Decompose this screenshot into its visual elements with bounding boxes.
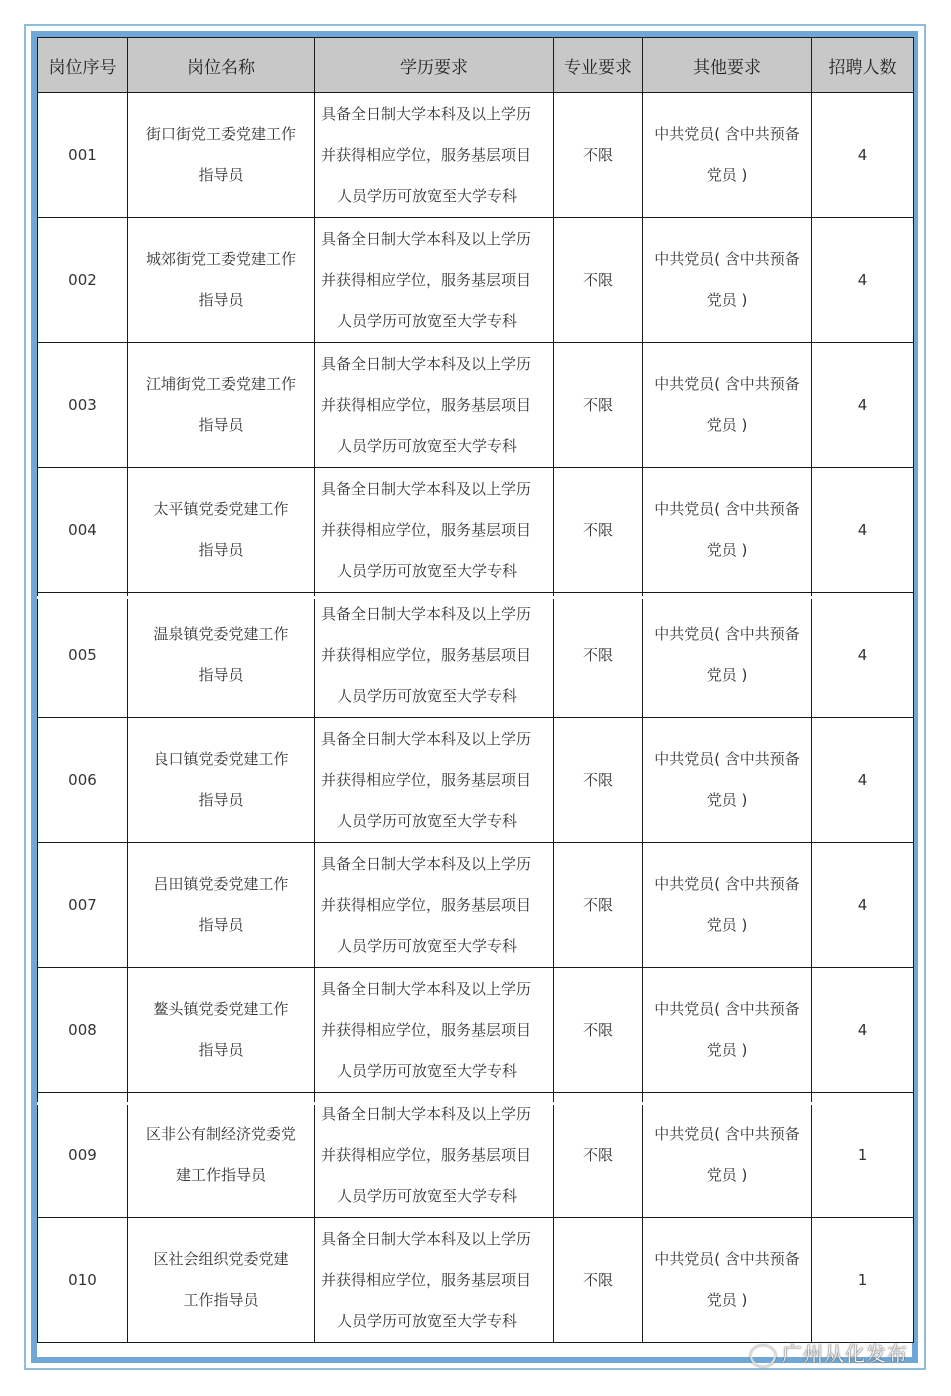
- header-count: 招聘人数: [812, 38, 914, 93]
- table-row: [38, 843, 914, 968]
- name-l1-text: 江埔街党工委党建工作: [145, 375, 296, 393]
- edu-l1-text: 具备全日制大学本科及以上学历: [321, 479, 532, 498]
- count-text: 4: [857, 520, 868, 539]
- count-text: 1: [857, 1145, 868, 1164]
- name-l1-text: 温泉镇党委党建工作: [153, 625, 289, 643]
- table-row: [38, 718, 914, 843]
- table-row: [38, 93, 914, 218]
- other-l1-text: 中共党员( 含中共预备: [654, 875, 800, 893]
- post-name: [128, 843, 315, 968]
- major-text: 不限: [582, 270, 613, 289]
- hire-count: [812, 1218, 914, 1343]
- post-id: [38, 1218, 128, 1343]
- edu-l1-text: 具备全日制大学本科及以上学历: [321, 729, 532, 748]
- hire-count: [812, 593, 914, 718]
- other-l2-text: 党员 ): [706, 1166, 748, 1184]
- education-requirement: [315, 218, 554, 343]
- name-l2-text: 指导员: [198, 416, 244, 434]
- major-text: 不限: [582, 895, 613, 914]
- major-requirement: [554, 843, 643, 968]
- education-requirement: [315, 593, 554, 718]
- education-requirement: [315, 843, 554, 968]
- watermark: [750, 1338, 908, 1367]
- table-row: [38, 593, 914, 718]
- other-l2-text: 党员 ): [706, 1041, 748, 1059]
- post-id: [38, 843, 128, 968]
- name-l2-text: 建工作指导员: [175, 1166, 266, 1184]
- post-id: [38, 468, 128, 593]
- edu-l3-text: 人员学历可放宽至大学专科: [337, 311, 518, 330]
- header-row: [38, 38, 914, 93]
- post-name: [128, 593, 315, 718]
- other-l1-text: 中共党员( 含中共预备: [654, 1250, 800, 1268]
- name-l1-text: 太平镇党委党建工作: [153, 500, 289, 518]
- table-row: [38, 1093, 914, 1218]
- edu-l3-text: 人员学历可放宽至大学专科: [337, 436, 518, 455]
- name-l1-text: 城郊街党工委党建工作: [145, 250, 296, 268]
- edu-l1-text: 具备全日制大学本科及以上学历: [321, 604, 532, 623]
- other-l1-text: 中共党员( 含中共预备: [654, 250, 800, 268]
- table-row: [38, 1218, 914, 1343]
- other-requirement: [643, 718, 812, 843]
- hire-count: [812, 218, 914, 343]
- edu-l2-text: 并获得相应学位，服务基层项目: [321, 520, 532, 539]
- table-row: [38, 968, 914, 1093]
- major-requirement: [554, 718, 643, 843]
- hire-count: [812, 93, 914, 218]
- post-id: [38, 343, 128, 468]
- edu-l2-text: 并获得相应学位，服务基层项目: [321, 1145, 532, 1164]
- education-requirement: [315, 468, 554, 593]
- post-name: [128, 468, 315, 593]
- other-l2-text: 党员 ): [706, 541, 748, 559]
- other-requirement: [643, 1218, 812, 1343]
- other-l1-text: 中共党员( 含中共预备: [654, 1125, 800, 1143]
- edu-l2-text: 并获得相应学位，服务基层项目: [321, 1020, 532, 1039]
- post-id: [38, 968, 128, 1093]
- major-requirement: [554, 968, 643, 1093]
- hire-count: [812, 718, 914, 843]
- major-text: 不限: [582, 645, 613, 664]
- name-l1-text: 区非公有制经济党委党: [145, 1125, 296, 1143]
- edu-l3-text: 人员学历可放宽至大学专科: [337, 936, 518, 955]
- other-l1-text: 中共党员( 含中共预备: [654, 1000, 800, 1018]
- other-l1-text: 中共党员( 含中共预备: [654, 125, 800, 143]
- table-row: [38, 218, 914, 343]
- other-l2-text: 党员 ): [706, 666, 748, 684]
- name-l2-text: 指导员: [198, 791, 244, 809]
- table-row: [38, 468, 914, 593]
- name-l2-text: 指导员: [198, 666, 244, 684]
- other-l1-text: 中共党员( 含中共预备: [654, 750, 800, 768]
- edu-l1-text: 具备全日制大学本科及以上学历: [321, 1229, 532, 1248]
- other-l2-text: 党员 ): [706, 1291, 748, 1309]
- major-text: 不限: [582, 395, 613, 414]
- id-text: 004: [68, 520, 97, 539]
- other-l2-text: 党员 ): [706, 166, 748, 184]
- other-requirement: [643, 1093, 812, 1218]
- name-l1-text: 区社会组织党委党建: [153, 1250, 289, 1268]
- name-l1-text: 吕田镇党委党建工作: [153, 875, 289, 893]
- education-requirement: [315, 968, 554, 1093]
- other-l2-text: 党员 ): [706, 916, 748, 934]
- edu-l3-text: 人员学历可放宽至大学专科: [337, 561, 518, 580]
- education-requirement: [315, 93, 554, 218]
- count-text: 4: [857, 395, 868, 414]
- wechat-icon: [750, 1345, 776, 1367]
- other-requirement: [643, 968, 812, 1093]
- major-requirement: [554, 343, 643, 468]
- post-id: [38, 218, 128, 343]
- id-text: 008: [68, 1020, 97, 1039]
- edu-l3-text: 人员学历可放宽至大学专科: [337, 186, 518, 205]
- post-name: [128, 968, 315, 1093]
- edu-l1-text: 具备全日制大学本科及以上学历: [321, 1104, 532, 1123]
- table-row: [38, 343, 914, 468]
- name-l1-text: 鳌头镇党委党建工作: [153, 1000, 289, 1018]
- name-l2-text: 指导员: [198, 166, 244, 184]
- post-name: [128, 1218, 315, 1343]
- major-requirement: [554, 1218, 643, 1343]
- edu-l1-text: 具备全日制大学本科及以上学历: [321, 104, 532, 123]
- header-other: 其他要求: [643, 38, 812, 93]
- count-text: 4: [857, 1020, 868, 1039]
- watermark-text: 广州从化发布: [782, 1342, 908, 1366]
- other-l1-text: 中共党员( 含中共预备: [654, 625, 800, 643]
- hire-count: [812, 468, 914, 593]
- id-text: 002: [68, 270, 97, 289]
- name-l1-text: 街口街党工委党建工作: [145, 125, 296, 143]
- hire-count: [812, 343, 914, 468]
- group-separator: [37, 596, 913, 599]
- post-name: [128, 1093, 315, 1218]
- other-l1-text: 中共党员( 含中共预备: [654, 500, 800, 518]
- major-requirement: [554, 93, 643, 218]
- major-text: 不限: [582, 145, 613, 164]
- group-separator: [37, 1102, 913, 1105]
- count-text: 4: [857, 145, 868, 164]
- count-text: 4: [857, 270, 868, 289]
- education-requirement: [315, 1218, 554, 1343]
- name-l2-text: 指导员: [198, 541, 244, 559]
- other-requirement: [643, 343, 812, 468]
- header-post-name: 岗位名称: [128, 38, 315, 93]
- id-text: 007: [68, 895, 97, 914]
- major-requirement: [554, 468, 643, 593]
- id-text: 006: [68, 770, 97, 789]
- post-name: [128, 218, 315, 343]
- post-id: [38, 1093, 128, 1218]
- name-l2-text: 指导员: [198, 916, 244, 934]
- hire-count: [812, 843, 914, 968]
- edu-l1-text: 具备全日制大学本科及以上学历: [321, 854, 532, 873]
- edu-l2-text: 并获得相应学位，服务基层项目: [321, 145, 532, 164]
- other-l2-text: 党员 ): [706, 416, 748, 434]
- name-l1-text: 良口镇党委党建工作: [153, 750, 289, 768]
- education-requirement: [315, 343, 554, 468]
- edu-l3-text: 人员学历可放宽至大学专科: [337, 1186, 518, 1205]
- major-requirement: [554, 1093, 643, 1218]
- other-requirement: [643, 468, 812, 593]
- count-text: 4: [857, 645, 868, 664]
- id-text: 005: [68, 645, 97, 664]
- hire-count: [812, 1093, 914, 1218]
- edu-l1-text: 具备全日制大学本科及以上学历: [321, 229, 532, 248]
- post-id: [38, 593, 128, 718]
- hire-count: [812, 968, 914, 1093]
- major-requirement: [554, 593, 643, 718]
- other-requirement: [643, 93, 812, 218]
- id-text: 003: [68, 395, 97, 414]
- id-text: 009: [68, 1145, 97, 1164]
- post-name: [128, 343, 315, 468]
- recruitment-table: [37, 37, 914, 1343]
- name-l2-text: 指导员: [198, 291, 244, 309]
- major-text: 不限: [582, 1145, 613, 1164]
- edu-l3-text: 人员学历可放宽至大学专科: [337, 1061, 518, 1080]
- count-text: 4: [857, 770, 868, 789]
- count-text: 1: [857, 1270, 868, 1289]
- edu-l3-text: 人员学历可放宽至大学专科: [337, 686, 518, 705]
- education-requirement: [315, 1093, 554, 1218]
- name-l2-text: 指导员: [198, 1041, 244, 1059]
- post-name: [128, 718, 315, 843]
- education-requirement: [315, 718, 554, 843]
- major-text: 不限: [582, 770, 613, 789]
- count-text: 4: [857, 895, 868, 914]
- edu-l2-text: 并获得相应学位，服务基层项目: [321, 645, 532, 664]
- id-text: 010: [68, 1270, 97, 1289]
- major-requirement: [554, 218, 643, 343]
- edu-l1-text: 具备全日制大学本科及以上学历: [321, 979, 532, 998]
- major-text: 不限: [582, 520, 613, 539]
- post-id: [38, 93, 128, 218]
- other-l1-text: 中共党员( 含中共预备: [654, 375, 800, 393]
- other-requirement: [643, 218, 812, 343]
- edu-l2-text: 并获得相应学位，服务基层项目: [321, 770, 532, 789]
- header-major: 专业要求: [554, 38, 643, 93]
- major-text: 不限: [582, 1270, 613, 1289]
- header-post-id: 岗位序号: [38, 38, 128, 93]
- edu-l3-text: 人员学历可放宽至大学专科: [337, 811, 518, 830]
- other-requirement: [643, 843, 812, 968]
- other-l2-text: 党员 ): [706, 291, 748, 309]
- header-education: 学历要求: [315, 38, 554, 93]
- edu-l2-text: 并获得相应学位，服务基层项目: [321, 395, 532, 414]
- edu-l1-text: 具备全日制大学本科及以上学历: [321, 354, 532, 373]
- major-text: 不限: [582, 1020, 613, 1039]
- edu-l2-text: 并获得相应学位，服务基层项目: [321, 1270, 532, 1289]
- edu-l2-text: 并获得相应学位，服务基层项目: [321, 270, 532, 289]
- other-requirement: [643, 593, 812, 718]
- post-id: [38, 718, 128, 843]
- edu-l3-text: 人员学历可放宽至大学专科: [337, 1311, 518, 1330]
- name-l2-text: 工作指导员: [183, 1291, 259, 1309]
- edu-l2-text: 并获得相应学位，服务基层项目: [321, 895, 532, 914]
- id-text: 001: [68, 145, 97, 164]
- post-name: [128, 93, 315, 218]
- other-l2-text: 党员 ): [706, 791, 748, 809]
